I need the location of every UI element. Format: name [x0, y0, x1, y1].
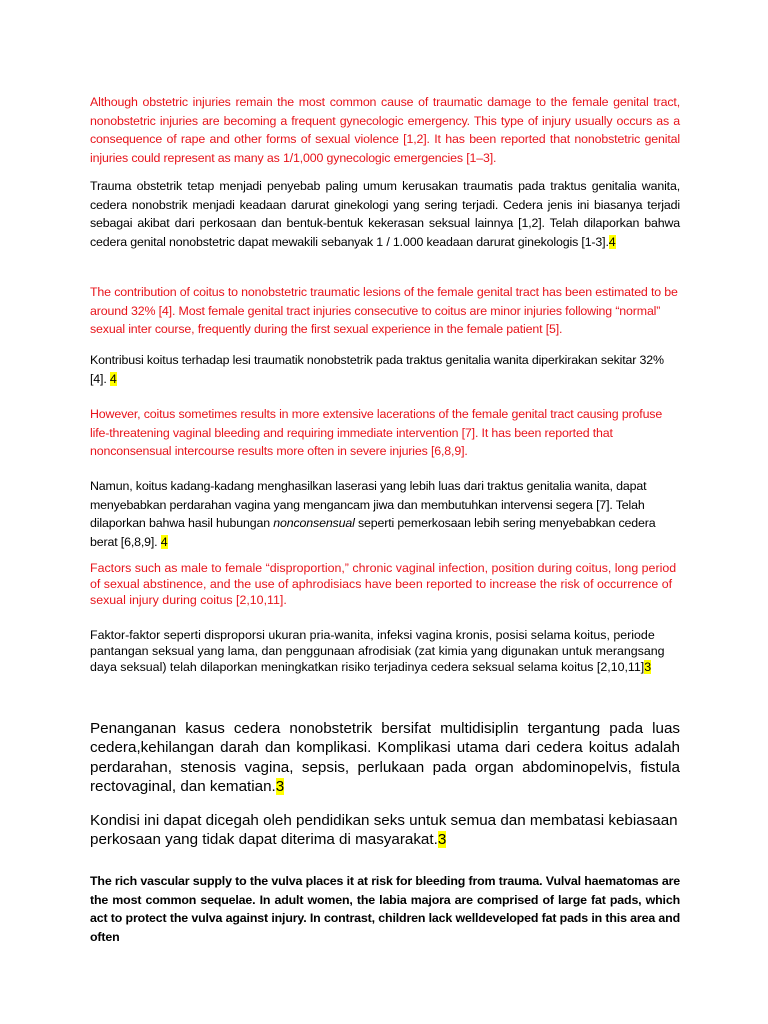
reference-marker: 4 — [160, 534, 168, 549]
reference-marker: 3 — [275, 778, 285, 796]
paragraph-indonesian-5 — [90, 719, 680, 797]
paragraph-indonesian-6 — [90, 811, 680, 850]
paragraph-text: Faktor-faktor seperti disproporsi ukuran pria-wanita, infeksi vagina kronis, posisi selama koitus, periode pantangan seksual yang lama, dan penggunaan afrodisiak — [90, 628, 655, 659]
paragraph-text: Penanganan kasus cedera nonobstetrik bersifat multidisiplin tergantung pada luas cedera,kehilangan darah dan komplikasi. Komplikasi utama dari cedera koitus adalah perdarahan, stenosis vagina, sepsis, perlukaan pada organ abdominopelvis, fistula rectovaginal, dan kematian. — [90, 720, 680, 796]
paragraph-text: telah dilaporkan meningkatkan risiko terjadinya cedera seksual selama koitus [2,10,11] — [166, 660, 645, 675]
parenthetical-note: (zat kimia yang digunakan untuk merangsang daya seksual) — [90, 644, 665, 675]
reference-marker: 3 — [437, 831, 447, 849]
paragraph-indonesian-2 — [90, 351, 680, 388]
reference-marker: 4 — [109, 371, 117, 386]
paragraph-english-4: Factors such as male to female “disproportion,” chronic vaginal infection, position during coitus, long period of sexual abstinence, and the use of aphrodisiacs have been reported to increase the risk of occurrence of sexual injury during coitus [2,10,11]. — [90, 561, 677, 608]
paragraph-text: Kontribusi koitus terhadap lesi traumatik nonobstetrik pada traktus genitalia wanita diperkirakan sekitar 32% [4]. — [90, 353, 664, 386]
paragraph-english-5: The rich vascular supply to the vulva places it at risk for bleeding from trauma. Vulval haematomas are the most common sequelae. In adult women, the labia majora are comprised of large fat pads, which act to protect the vulva against injury. In contrast, children lack welldeveloped fat pads in this area and often — [90, 874, 680, 944]
paragraph-indonesian-3 — [90, 477, 680, 551]
paragraph-english-2: The contribution of coitus to nonobstetric traumatic lesions of the female genital tract has been estimated to be around 32% [4]. Most female genital tract injuries consecutive to coitus are minor injuries following “normal” sexual inter course, frequently during the first sexual experience in the female patient [5]. — [90, 285, 678, 337]
reference-marker: 3 — [644, 660, 652, 675]
paragraph-english-1: Although obstetric injuries remain the most common cause of traumatic damage to the female genital tract, nonobstetric injuries are becoming a frequent gynecologic emergency. This type of injury usually occurs as a consequence of rape and other forms of sexual violence [1,2]. It has been reported that nonobstetric genital injuries could represent as many as 1/1,000 gynecologic emergencies [1–3]. — [90, 95, 680, 165]
paragraph-text: Kondisi ini dapat dicegah oleh pendidikan seks untuk semua dan membatasi kebiasaan perkosaan yang tidak dapat diterima di masyarakat. — [90, 812, 678, 849]
paragraph-english-3: However, coitus sometimes results in more extensive lacerations of the female genital tract causing profuse life-threatening vaginal bleeding and requiring immediate intervention [7]. It has been reported that nonconsensual intercourse results more often in severe injuries [6,8,9]. — [90, 407, 663, 459]
italic-term: nonconsensual — [273, 516, 355, 531]
paragraph-text: seperti pemerkosaan lebih sering menyebabkan cedera berat [6,8,9]. — [90, 516, 656, 549]
paragraph-text: Namun, koitus kadang-kadang menghasilkan laserasi yang lebih luas dari traktus genitalia wanita, dapat menyebabkan perdarahan vagina yang mengancam jiwa dan membutuhkan intervensi segera [7]. Telah dilaporkan bahwa hasil hubungan — [90, 479, 647, 531]
paragraph-text: Trauma obstetrik tetap menjadi penyebab paling umum kerusakan traumatis pada traktus genitalia wanita, cedera nonobstrik menjadi keadaan darurat ginekologi yang sering terjadi. Cedera jenis ini biasanya terjadi sebagai akibat dari perkosaan dan bentuk-bentuk kekerasan seksual lainnya [1,2]. Telah dilaporkan bahwa cedera genital nonobstetric dapat mewakili sebanyak 1 / 1.000 keadaan darurat ginekologis [1-3]. — [90, 179, 680, 249]
reference-marker: 4 — [608, 234, 616, 249]
paragraph-indonesian-4 — [90, 627, 680, 676]
paragraph-indonesian-1 — [90, 177, 680, 251]
